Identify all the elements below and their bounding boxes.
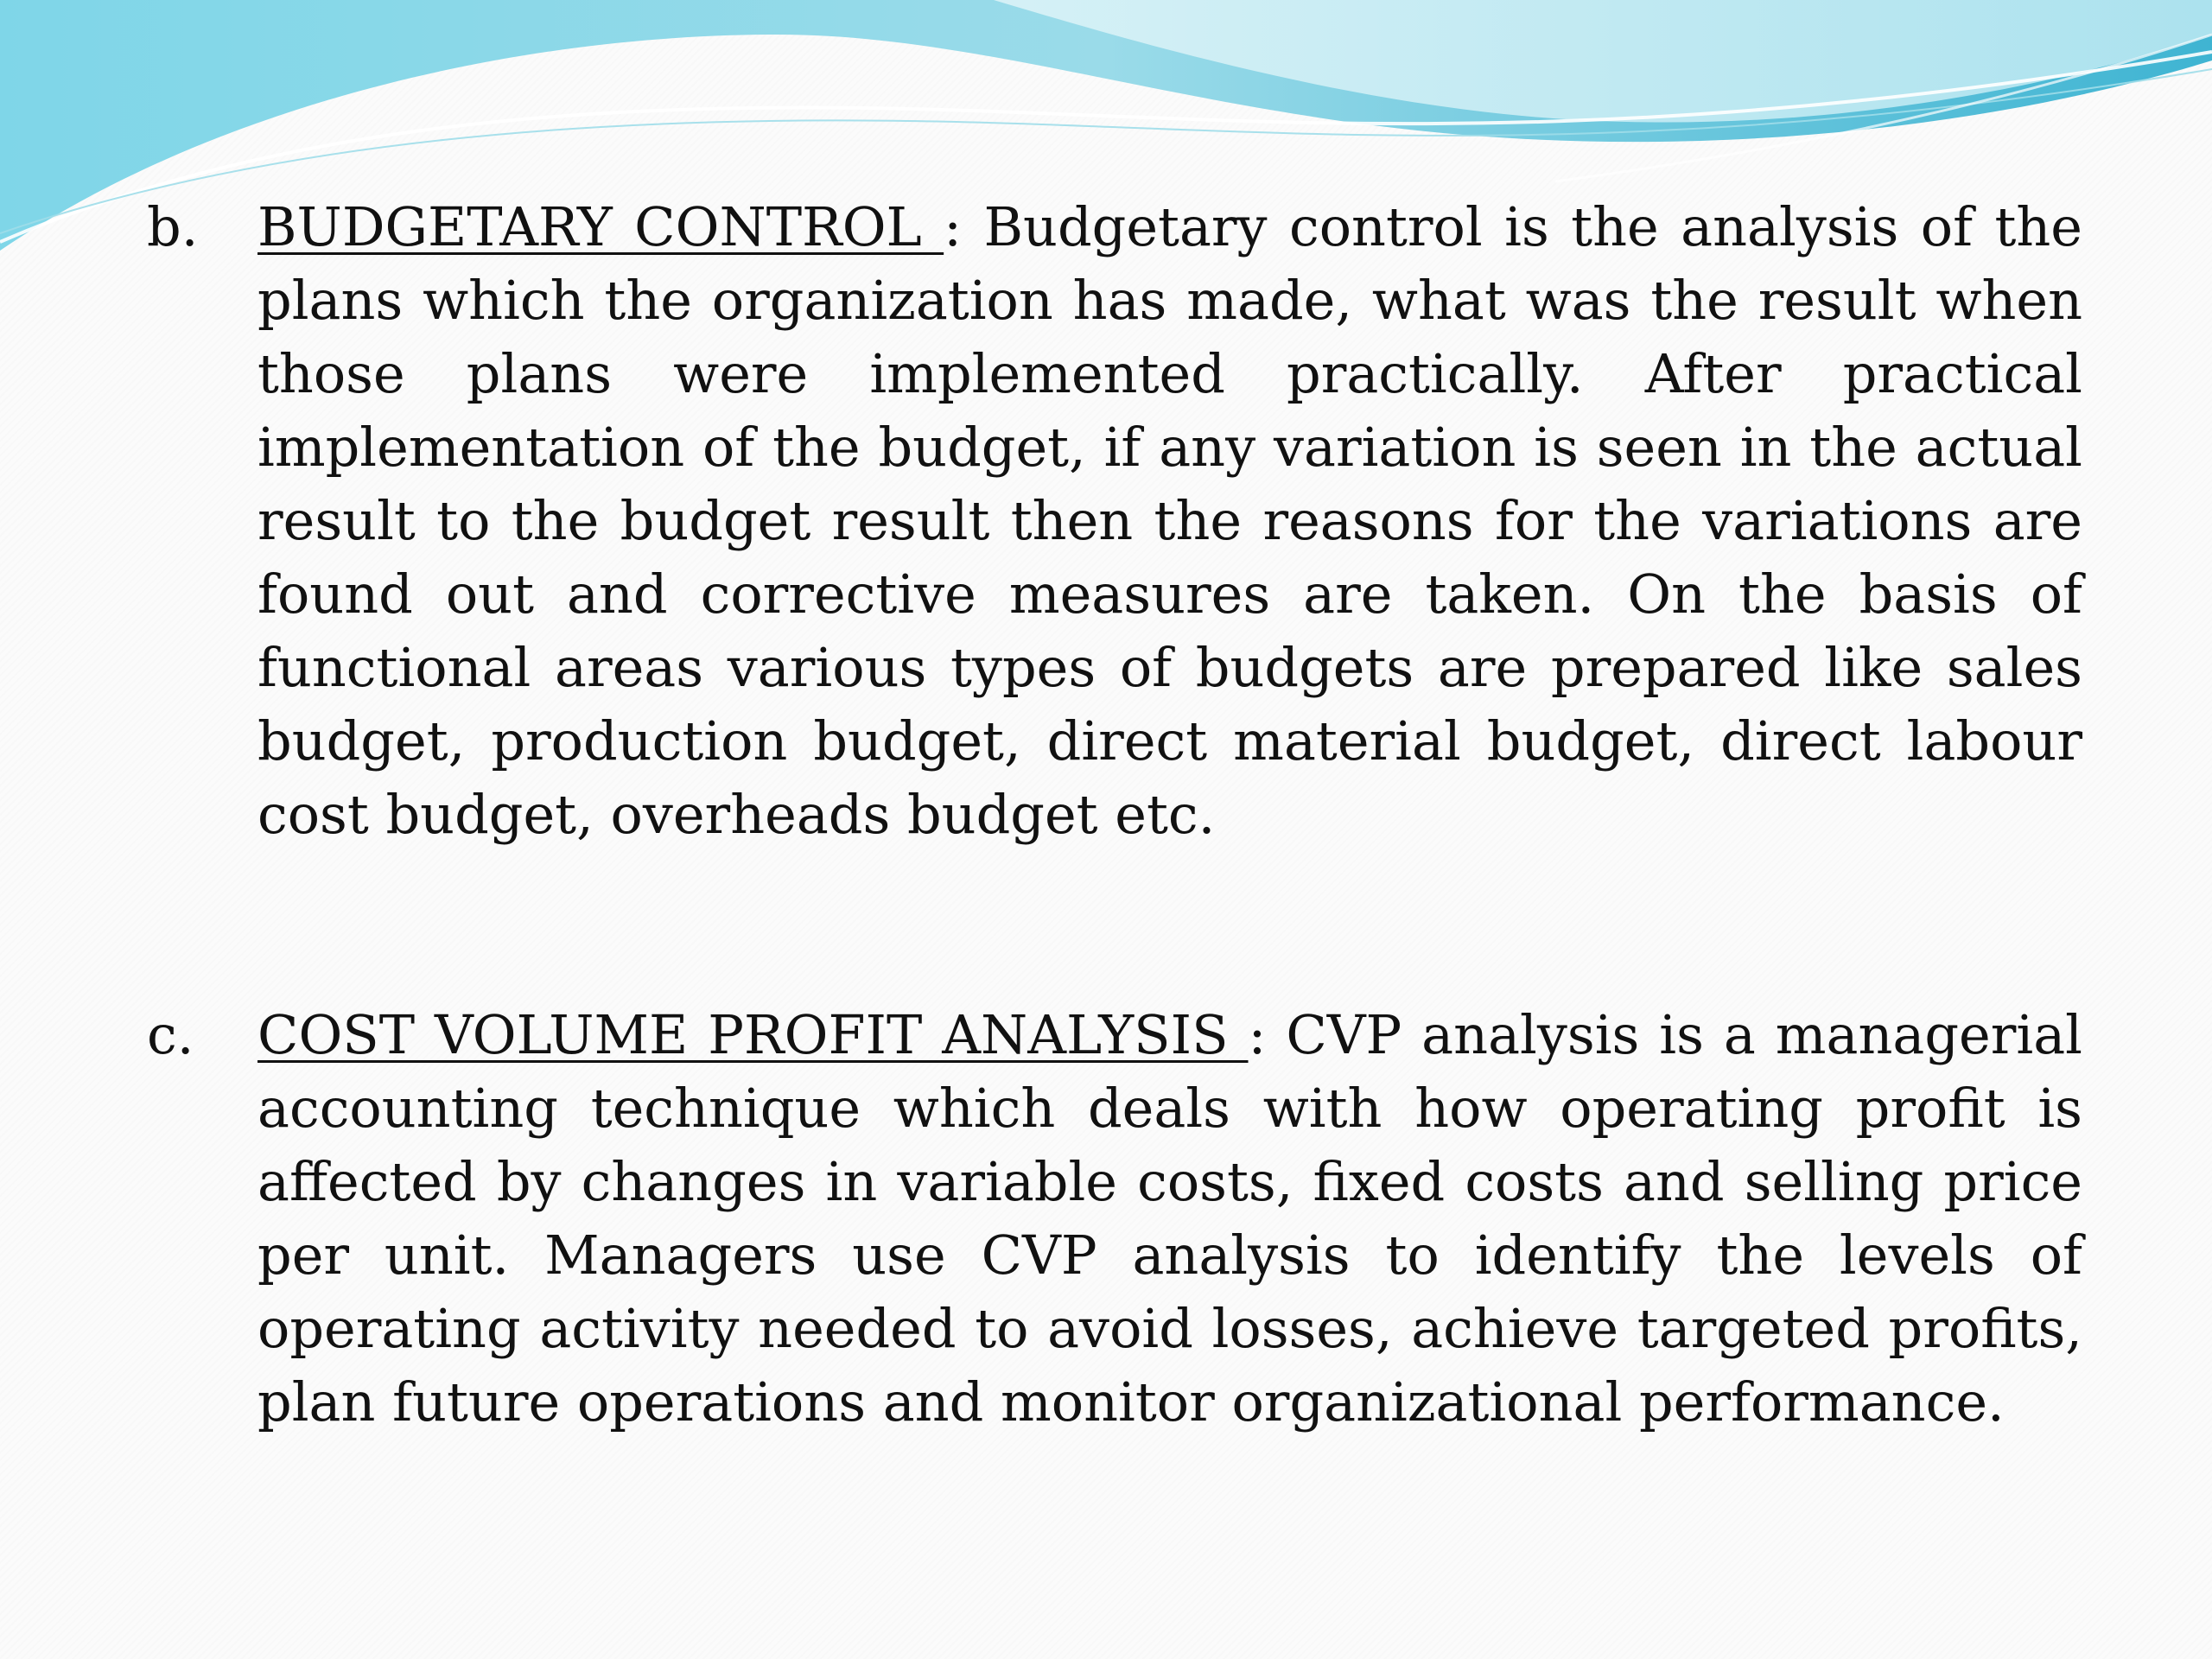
item-separator: : xyxy=(1248,1003,1287,1066)
item-body-text: CVP analysis is a managerial accounting technique which deals with how operating profit is affected by changes in variable costs, fixed costs and selling price per unit. Managers use CVP analysis to identify the levels of operating activity needed to avoid losses, achieve targeted profits, plan future operations and monitor organizational performance. xyxy=(257,1003,2082,1433)
list-item-cvp-analysis xyxy=(147,998,2082,1439)
list-item-budgetary-control xyxy=(147,190,2082,851)
list-marker: b. xyxy=(147,195,199,258)
item-heading: BUDGETARY CONTROL xyxy=(257,195,944,258)
list-marker: c. xyxy=(147,1003,194,1066)
item-separator: : xyxy=(944,195,984,258)
item-body-text: Budgetary control is the analysis of the plans which the organization has made, what was the result when those plans were implemented practically. After practical implementation of the budget, if any variation is seen in the actual result to the budget result then the reasons for the variations are found out and corrective measures are taken. On the basis of functional areas various types of budgets are prepared like sales budget, production budget, direct material budget, direct labour cost budget, overheads budget etc. xyxy=(257,195,2082,846)
slide-content xyxy=(147,190,2082,1439)
item-heading: COST VOLUME PROFIT ANALYSIS xyxy=(257,1003,1249,1066)
